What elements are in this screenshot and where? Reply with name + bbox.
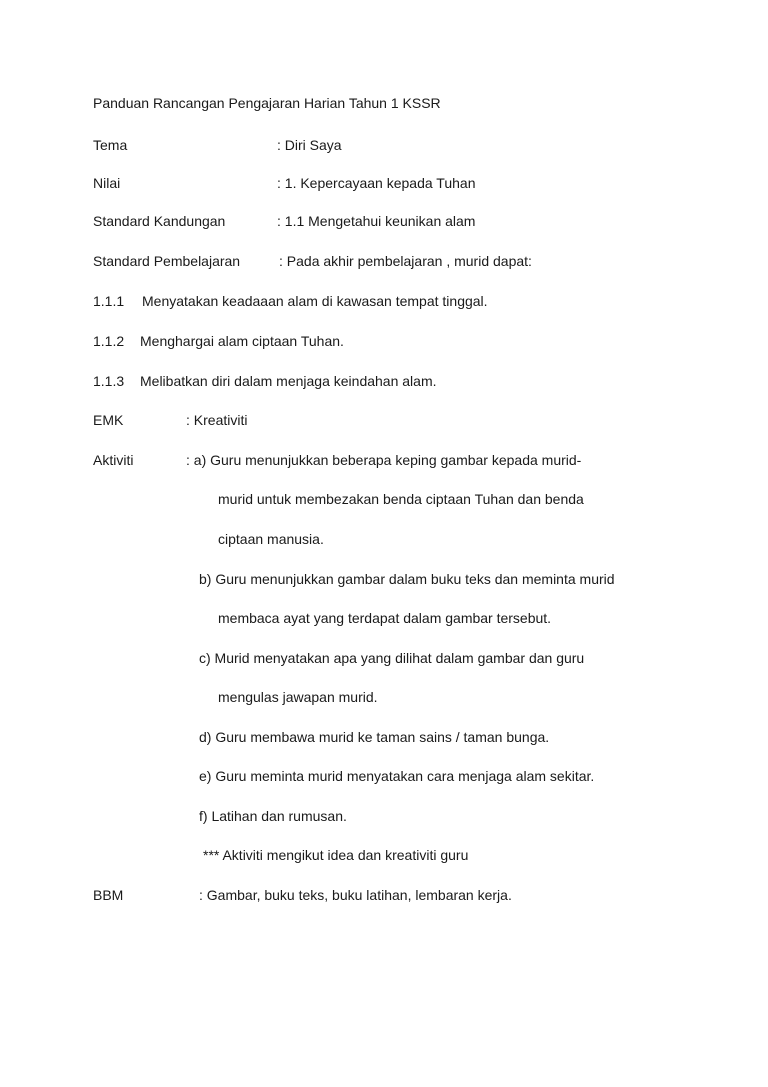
aktiviti-item-c-line: c) Murid menyatakan apa yang dilihat dalam gambar dan guru bbox=[199, 650, 585, 666]
aktiviti-item-a-line: murid untuk membezakan benda ciptaan Tuhan dan benda bbox=[218, 491, 584, 507]
aktiviti-item-f-line: f) Latihan dan rumusan. bbox=[199, 808, 347, 824]
tema-value: : Diri Saya bbox=[277, 137, 342, 153]
bbm-label: BBM bbox=[93, 887, 124, 903]
standard-pembelajaran-value: : Pada akhir pembelajaran , murid dapat: bbox=[279, 253, 532, 269]
standard-kandungan-value: : 1.1 Mengetahui keunikan alam bbox=[277, 213, 476, 229]
objective-text: Melibatkan diri dalam menjaga keindahan alam. bbox=[140, 373, 437, 389]
aktiviti-item-c-line: mengulas jawapan murid. bbox=[218, 689, 378, 705]
aktiviti-label: Aktiviti bbox=[93, 452, 134, 468]
aktiviti-item-b-line: membaca ayat yang terdapat dalam gambar tersebut. bbox=[218, 610, 552, 626]
objective-text: Menyatakan keadaaan alam di kawasan tempat tinggal. bbox=[142, 293, 488, 309]
bbm-value: : Gambar, buku teks, buku latihan, lembaran kerja. bbox=[199, 887, 512, 903]
aktiviti-item-a-line: ciptaan manusia. bbox=[218, 531, 324, 547]
objective-code: 1.1.2 bbox=[93, 333, 125, 349]
aktiviti-item-b-line: b) Guru menunjukkan gambar dalam buku teks dan meminta murid bbox=[199, 571, 615, 587]
aktiviti-item-d-line: d) Guru membawa murid ke taman sains / taman bunga. bbox=[199, 729, 550, 745]
emk-value: : Kreativiti bbox=[186, 412, 248, 428]
objective-code: 1.1.1 bbox=[93, 293, 125, 309]
aktiviti-item-e-line: e) Guru meminta murid menyatakan cara menjaga alam sekitar. bbox=[199, 768, 595, 784]
standard-kandungan-label: Standard Kandungan bbox=[93, 213, 226, 229]
tema-label: Tema bbox=[93, 137, 128, 153]
standard-pembelajaran-label: Standard Pembelajaran bbox=[93, 253, 241, 269]
objective-code: 1.1.3 bbox=[93, 373, 125, 389]
aktiviti-item-a-line: : a) Guru menunjukkan beberapa keping gambar kepada murid- bbox=[186, 452, 582, 468]
aktiviti-note: *** Aktiviti mengikut idea dan kreativiti guru bbox=[203, 847, 469, 863]
nilai-label: Nilai bbox=[93, 175, 121, 191]
objective-text: Menghargai alam ciptaan Tuhan. bbox=[140, 333, 344, 349]
document-title: Panduan Rancangan Pengajaran Harian Tahun 1 KSSR bbox=[93, 95, 441, 111]
nilai-value: : 1. Kepercayaan kepada Tuhan bbox=[277, 175, 476, 191]
emk-label: EMK bbox=[93, 412, 124, 428]
